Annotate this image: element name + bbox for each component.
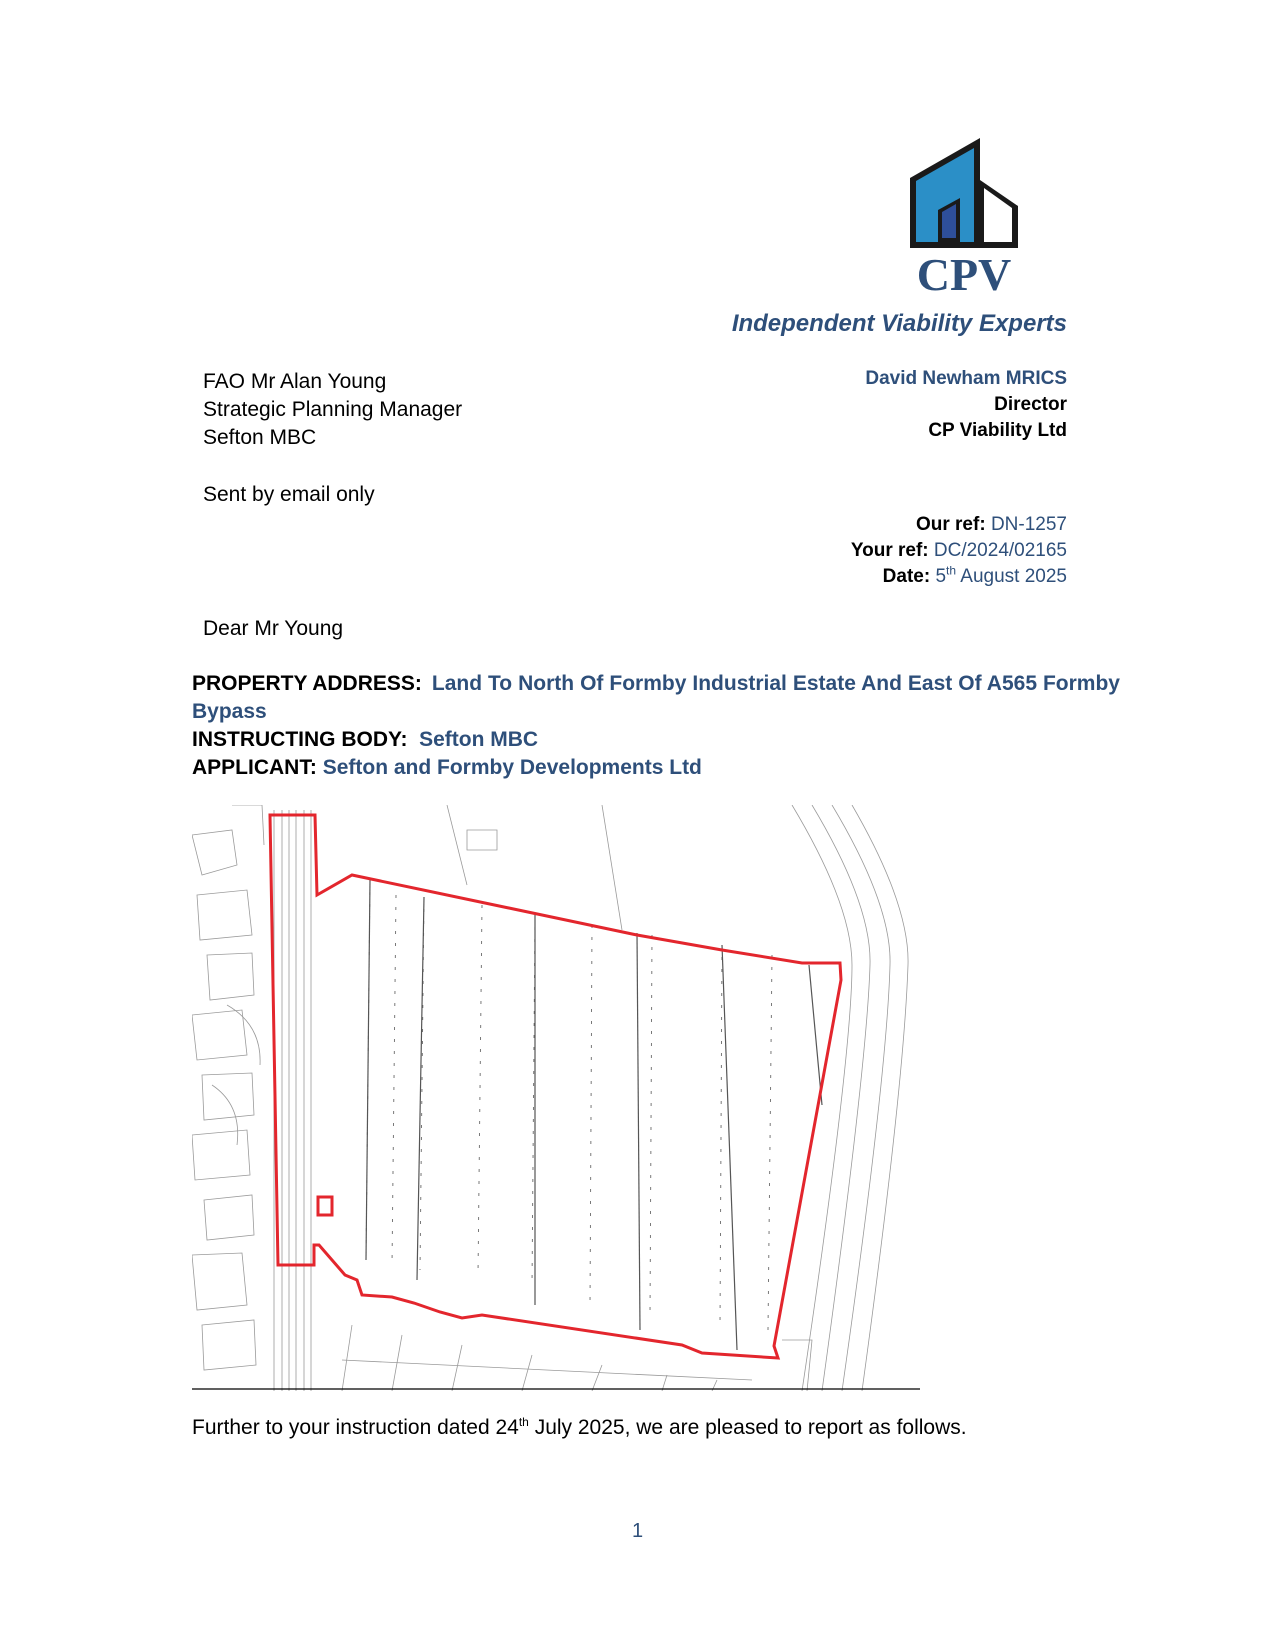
applicant-value: Sefton and Formby Developments Ltd <box>322 756 702 779</box>
cpv-logo <box>910 138 1030 298</box>
instructing-body-label: INSTRUCTING BODY: <box>192 728 408 751</box>
date-rest: August 2025 <box>960 566 1067 587</box>
instructing-body-row <box>192 726 1120 754</box>
our-ref-label: Our ref: <box>915 514 986 535</box>
your-ref-row <box>851 538 1067 564</box>
our-ref-row <box>851 512 1067 538</box>
recipient-line: Strategic Planning Manager <box>203 398 463 421</box>
salutation: Dear Mr Young <box>203 617 344 640</box>
our-ref-value: DN-1257 <box>990 514 1067 535</box>
applicant-row <box>192 754 1120 782</box>
sender-company: CP Viability Ltd <box>928 420 1067 441</box>
property-details <box>192 670 1120 782</box>
property-address-label: PROPERTY ADDRESS: <box>192 672 422 695</box>
date-value <box>935 563 1067 587</box>
tagline: Independent Viability Experts <box>731 310 1067 337</box>
closing-date-suffix: th <box>518 1415 529 1429</box>
page-number: 1 <box>631 1520 644 1542</box>
site-plan-drawing <box>192 805 920 1391</box>
closing-text-start: Further to your instruction dated 24 <box>192 1416 519 1439</box>
date-row <box>851 564 1067 590</box>
logo-text: CPV <box>916 249 1012 298</box>
site-plan-map <box>192 805 920 1391</box>
recipient-address <box>203 368 462 452</box>
sender-name: David Newham MRICS <box>865 368 1067 389</box>
property-address-continued: Bypass <box>192 700 267 723</box>
property-address-value: Land To North Of Formby Industrial Estate And East Of A565 Formby <box>431 672 1120 695</box>
cpv-logo-graphic <box>910 138 1030 298</box>
closing-text-end: July 2025, we are pleased to report as follows. <box>528 1416 967 1439</box>
applicant-label: APPLICANT: <box>192 756 317 779</box>
property-address-row <box>192 670 1120 698</box>
reference-block <box>851 512 1067 590</box>
sent-note: Sent by email only <box>203 483 375 506</box>
recipient-line: FAO Mr Alan Young <box>203 370 387 393</box>
date-suffix: th <box>946 563 957 578</box>
your-ref-value: DC/2024/02165 <box>933 540 1067 561</box>
sender-block <box>865 366 1067 444</box>
recipient-line: Sefton MBC <box>203 426 317 449</box>
date-day: 5 <box>935 566 947 587</box>
closing-paragraph <box>192 1416 967 1440</box>
your-ref-label: Your ref: <box>850 540 929 561</box>
instructing-body-value: Sefton MBC <box>419 728 539 751</box>
sender-title: Director <box>994 394 1067 415</box>
date-label: Date: <box>882 566 931 587</box>
